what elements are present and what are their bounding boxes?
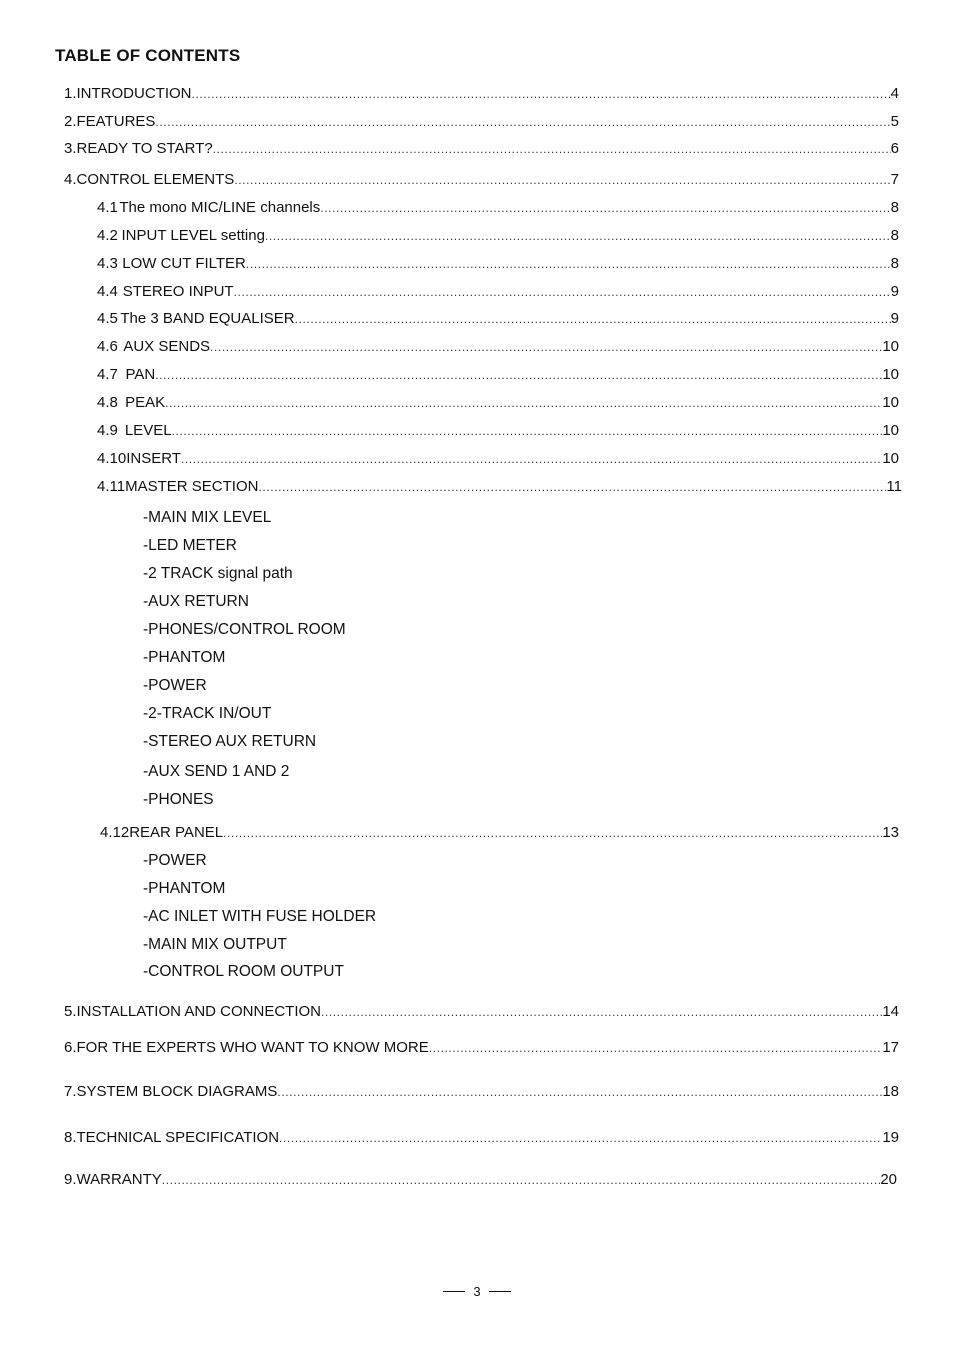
toc-entry-label: AUX SENDS (123, 338, 211, 355)
master-item: -MAIN MIX LEVEL (143, 509, 272, 526)
toc-entry-page: 10 (882, 394, 899, 411)
toc-entry-4-2[interactable] (97, 227, 899, 245)
dot-leader (223, 824, 882, 842)
rear-item: -AC INLET WITH FUSE HOLDER (143, 908, 377, 925)
toc-entry-page: 14 (882, 1003, 899, 1020)
dot-leader (277, 1083, 882, 1101)
toc-entry-number: 4.6 (97, 338, 118, 355)
toc-entry-page: 19 (882, 1129, 899, 1146)
dot-leader (234, 171, 890, 189)
toc-entry-label: 7.SYSTEM BLOCK DIAGRAMS (64, 1083, 278, 1100)
toc-entry-number: 4.10 (97, 450, 127, 467)
page-number: 3 (473, 1284, 481, 1299)
toc-entry-technical-specification[interactable] (64, 1129, 899, 1147)
toc-entry-4-7[interactable] (97, 366, 899, 384)
toc-entry-label: PAN (125, 366, 156, 383)
toc-entry-experts[interactable] (64, 1039, 899, 1057)
dot-leader (279, 1129, 882, 1147)
toc-entry-label: 6.FOR THE EXPERTS WHO WANT TO KNOW MORE (64, 1039, 429, 1056)
master-item: -PHONES/CONTROL ROOM (143, 621, 346, 638)
toc-entry-page: 7 (890, 171, 899, 188)
toc-entry-page: 18 (882, 1083, 899, 1100)
page-footer (0, 1284, 954, 1299)
toc-entry-number: 4.7 (97, 366, 118, 383)
toc-entry-page: 10 (882, 422, 899, 439)
toc-entry-page: 11 (886, 478, 902, 495)
toc-entry-label: The mono MIC/LINE channels (119, 199, 321, 216)
toc-entry-label: LOW CUT FILTER (122, 255, 246, 272)
toc-entry-4-1[interactable] (97, 199, 899, 217)
toc-entry-label: INSERT (126, 450, 181, 467)
master-item: -PHONES (143, 791, 214, 808)
toc-entry-warranty[interactable] (64, 1171, 897, 1189)
toc-entry-label: 2.FEATURES (64, 113, 156, 130)
toc-entry-label: INPUT LEVEL setting (121, 227, 265, 244)
toc-entry-number: 4.4 (97, 283, 118, 300)
dot-leader (295, 310, 891, 328)
toc-entry-4-4[interactable] (97, 283, 899, 301)
master-item: -AUX SEND 1 AND 2 (143, 763, 290, 780)
toc-entry-label: REAR PANEL (129, 824, 224, 841)
dot-leader (155, 366, 882, 384)
toc-entry-page: 13 (882, 824, 899, 841)
dot-leader (320, 199, 890, 217)
toc-entry-installation[interactable] (64, 1003, 899, 1021)
dot-leader (258, 478, 886, 496)
toc-entry-label: LEVEL (124, 422, 172, 439)
toc-entry-label: 3.READY TO START? (64, 140, 213, 157)
toc-entry-4-9[interactable] (97, 422, 899, 440)
master-item: -2 TRACK signal path (143, 565, 293, 582)
toc-entry-block-diagrams[interactable] (64, 1083, 899, 1101)
toc-entry-ready-to-start[interactable] (64, 140, 899, 158)
footer-dash (443, 1291, 465, 1292)
toc-entry-page: 10 (882, 450, 899, 467)
toc-entry-number: 4.12 (100, 824, 130, 841)
toc-entry-label: MASTER SECTION (125, 478, 259, 495)
toc-entry-4-8[interactable] (97, 394, 899, 412)
toc-entry-page: 8 (890, 199, 899, 216)
toc-entry-4-12[interactable] (100, 824, 899, 842)
toc-entry-4-6[interactable] (97, 338, 899, 356)
toc-entry-page: 5 (890, 113, 899, 130)
master-item: -PHANTOM (143, 649, 226, 666)
toc-entry-page: 9 (890, 283, 899, 300)
toc-entry-label: 1.INTRODUCTION (64, 85, 192, 102)
rear-item: -MAIN MIX OUTPUT (143, 936, 287, 953)
dot-leader (210, 338, 882, 356)
dot-leader (213, 140, 891, 158)
toc-title: TABLE OF CONTENTS (55, 46, 241, 65)
rear-item: -CONTROL ROOM OUTPUT (143, 963, 344, 980)
master-item: -2-TRACK IN/OUT (143, 705, 272, 722)
toc-entry-page: 17 (882, 1039, 899, 1056)
dot-leader (234, 283, 891, 301)
toc-entry-page: 8 (890, 255, 899, 272)
dot-leader (155, 113, 890, 131)
toc-entry-features[interactable] (64, 113, 899, 131)
dot-leader (165, 394, 882, 412)
toc-entry-control-elements[interactable] (64, 171, 899, 189)
dot-leader (192, 85, 891, 103)
toc-entry-page: 9 (890, 310, 899, 327)
footer-dash (489, 1291, 511, 1292)
toc-entry-label: The 3 BAND EQUALISER (120, 310, 295, 327)
toc-entry-page: 8 (890, 227, 899, 244)
dot-leader (321, 1003, 882, 1021)
toc-entry-number: 4.5 (97, 310, 118, 327)
master-item: -STEREO AUX RETURN (143, 733, 317, 750)
toc-entry-number: 4.2 (97, 227, 118, 244)
toc-entry-page: 4 (890, 85, 899, 102)
dot-leader (265, 227, 891, 245)
rear-item: -PHANTOM (143, 880, 226, 897)
toc-entry-4-11[interactable] (97, 478, 902, 496)
toc-entry-label: 9.WARRANTY (64, 1171, 162, 1188)
master-item: -AUX RETURN (143, 593, 249, 610)
toc-entry-number: 4.1 (97, 199, 118, 216)
toc-entry-4-5[interactable] (97, 310, 899, 328)
master-item: -LED METER (143, 537, 237, 554)
toc-entry-page: 10 (882, 338, 899, 355)
toc-entry-introduction[interactable] (64, 85, 899, 103)
dot-leader (162, 1171, 881, 1189)
toc-entry-label: 8.TECHNICAL SPECIFICATION (64, 1129, 280, 1146)
dot-leader (246, 255, 891, 273)
toc-entry-number: 4.11 (97, 478, 126, 495)
dot-leader (181, 450, 882, 468)
dot-leader (429, 1039, 883, 1057)
toc-entry-label: STEREO INPUT (122, 283, 234, 300)
toc-entry-page: 6 (890, 140, 899, 157)
toc-entry-label: 4.CONTROL ELEMENTS (64, 171, 235, 188)
toc-entry-page: 20 (880, 1171, 897, 1188)
rear-item: -POWER (143, 852, 207, 869)
toc-entry-label: PEAK (125, 394, 166, 411)
toc-entry-number: 4.8 (97, 394, 118, 411)
toc-entry-4-3[interactable] (97, 255, 899, 273)
toc-entry-4-10[interactable] (97, 450, 899, 468)
dot-leader (172, 422, 883, 440)
toc-entry-page: 10 (882, 366, 899, 383)
master-item: -POWER (143, 677, 207, 694)
toc-entry-label: 5.INSTALLATION AND CONNECTION (64, 1003, 321, 1020)
toc-entry-number: 4.9 (97, 422, 118, 439)
toc-entry-number: 4.3 (97, 255, 118, 272)
